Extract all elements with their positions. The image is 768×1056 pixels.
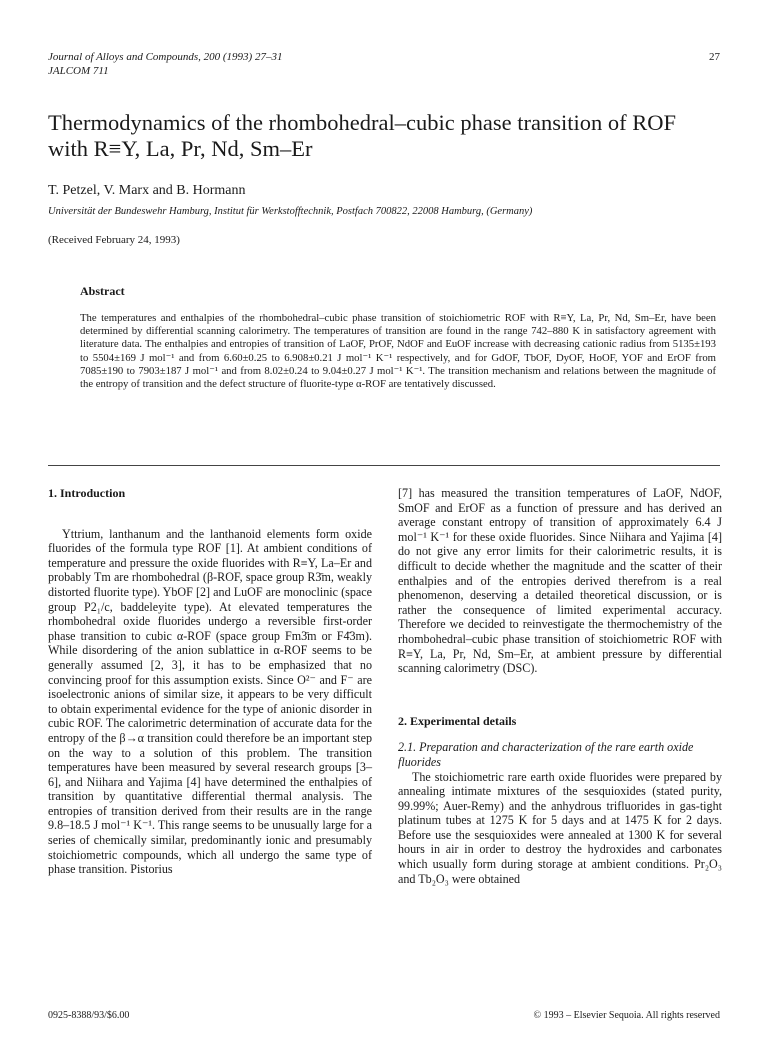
issn-price: 0925-8388/93/$6.00 [48,1010,130,1021]
abstract-heading: Abstract [80,284,125,298]
experimental-heading: 2. Experimental details [398,713,517,728]
right-column [398,486,722,886]
received-date: (Received February 24, 1993) [48,234,180,246]
journal-code: JALCOM 711 [48,65,109,77]
introduction-paragraph-continued: [7] has measured the transition temperatures of LaOF, NdOF, SmOF and ErOF as a function of pressure and has derived an average constant entropy of transition of approximately 6.4 J mol⁻¹ K⁻¹ for these oxide fluorides. Since Niihara and Yajima [4] do not give any error limits for their calorimetric results, it is difficult to decide whether the magnitude and the scatter of their enthalpies and of the entropies derived therefrom is a real phenomenon, deserving a detailed theoretical discussion, or is rather the consequence of limited experimental accuracy. Therefore we decided to reinvestigate the thermochemistry of the rhombohedral–cubic phase transition of stoichiometric ROF with R≡Y, La, Pr, Nd, Sm–Er, at ambient pressure by differential scanning calorimetry (DSC). [398,486,722,676]
paper-title: Thermodynamics of the rhombohedral–cubic phase transition of ROF with R≡Y, La, Pr, Nd, Sm–Er [48,110,676,161]
authors: T. Petzel, V. Marx and B. Hormann [48,183,246,198]
introduction-paragraph: Yttrium, lanthanum and the lanthanoid elements form oxide fluorides of the formula type ROF [1]. At ambient conditions of temperature and pressure the oxide fluorides with R≡Y, La–Er and probably Tm are rhombohedral (β-ROF, space group R3̄m, weakly distorted fluorite type). YbOF [2] and LuOF are monoclinic (space group P2₁/c, baddeleyite type). At elevated temperatures the rhombohedral oxide fluorides undergo a reversible first-order phase transition to cubic α-ROF (space group Fm3̄m or F4̄3m). While disordering of the anion sublattice in α-ROF seems to be generally assumed [2, 3], it has to be emphasized that no convincing proof for this assumption exists. Since O²⁻ and F⁻ are isoelectronic anions of similar size, it appears to be very difficult to obtain experimental evidence for the type of anionic disorder in cubic ROF. The calorimetric determination of accurate data for the entropy of the β→α transition could therefore be an important step on the way to a solution of this problem. The transition temperatures have been measured by several research groups [3–6], and Niihara and Yajima [4] have determined the enthalpies of transition by quantitative differential thermal analysis. The entropies of transition derived from their results are in the range 9.8–18.5 J mol⁻¹ K⁻¹. This range seems to be unusually large for a series of chemically similar, predominantly ionic and presumably stoichiometric compounds, which all undergo the same type of phase transition. Pistorius [48,526,372,877]
copyright: © 1993 – Elsevier Sequoia. All rights reserved [533,1010,720,1021]
preparation-subheading: 2.1. Preparation and characterization of the rare earth oxide fluorides [398,740,694,769]
abstract-text: The temperatures and enthalpies of the rhombohedral–cubic phase transition of stoichiometric ROF with R≡Y, La, Pr, Nd, Sm–Er, have been determined by differential scanning calorimetry. The temperatures of transition are found in the range 742–880 K in satisfactory agreement with literature data. The enthalpies and entropies of transition of LaOF, PrOF, NdOF and EuOF increase with decreasing cationic radius from 5135±193 to 5504±169 J mol⁻¹ and from 6.60±0.25 to 6.908±0.21 J mol⁻¹ K⁻¹ respectively, and for GdOF, TbOF, DyOF, HoOF, YOF and ErOF from 7085±190 to 7903±187 J mol⁻¹ and from 8.02±0.24 to 9.04±0.27 J mol⁻¹ K⁻¹. The transition mechanism and relations between the magnitude of the entropy of transition and the defect structure of fluorite-type α-ROF are tentatively discussed. [80,312,716,391]
column-spacer [398,676,722,714]
affiliation: Universität der Bundeswehr Hamburg, Institut für Werkstofftechnik, Postfach 700822, 22008 Hamburg, (Germany) [48,206,533,217]
journal-citation: Journal of Alloys and Compounds, 200 (1993) 27–31 [48,51,283,63]
introduction-heading: 1. Introduction [48,486,126,500]
journal-header [48,50,720,78]
section-divider [48,465,720,466]
page-number: 27 [709,51,720,63]
experimental-paragraph: The stoichiometric rare earth oxide fluorides were prepared by annealing intimate mixtures of the sesquioxides (stated purity, 99.99%; Auer-Remy) and the anhydrous trifluorides in gas-tight platinum tubes at 1275 K for 5 days and at 1475 K for 2 days. Before use the sesquioxides were annealed at 1300 K for several hours in air in order to destroy the hydroxides and carbonates which usually form during storage at ambient conditions. Pr₂O₃ and Tb₂O₃ were obtained [398,769,722,886]
left-column [48,486,372,877]
